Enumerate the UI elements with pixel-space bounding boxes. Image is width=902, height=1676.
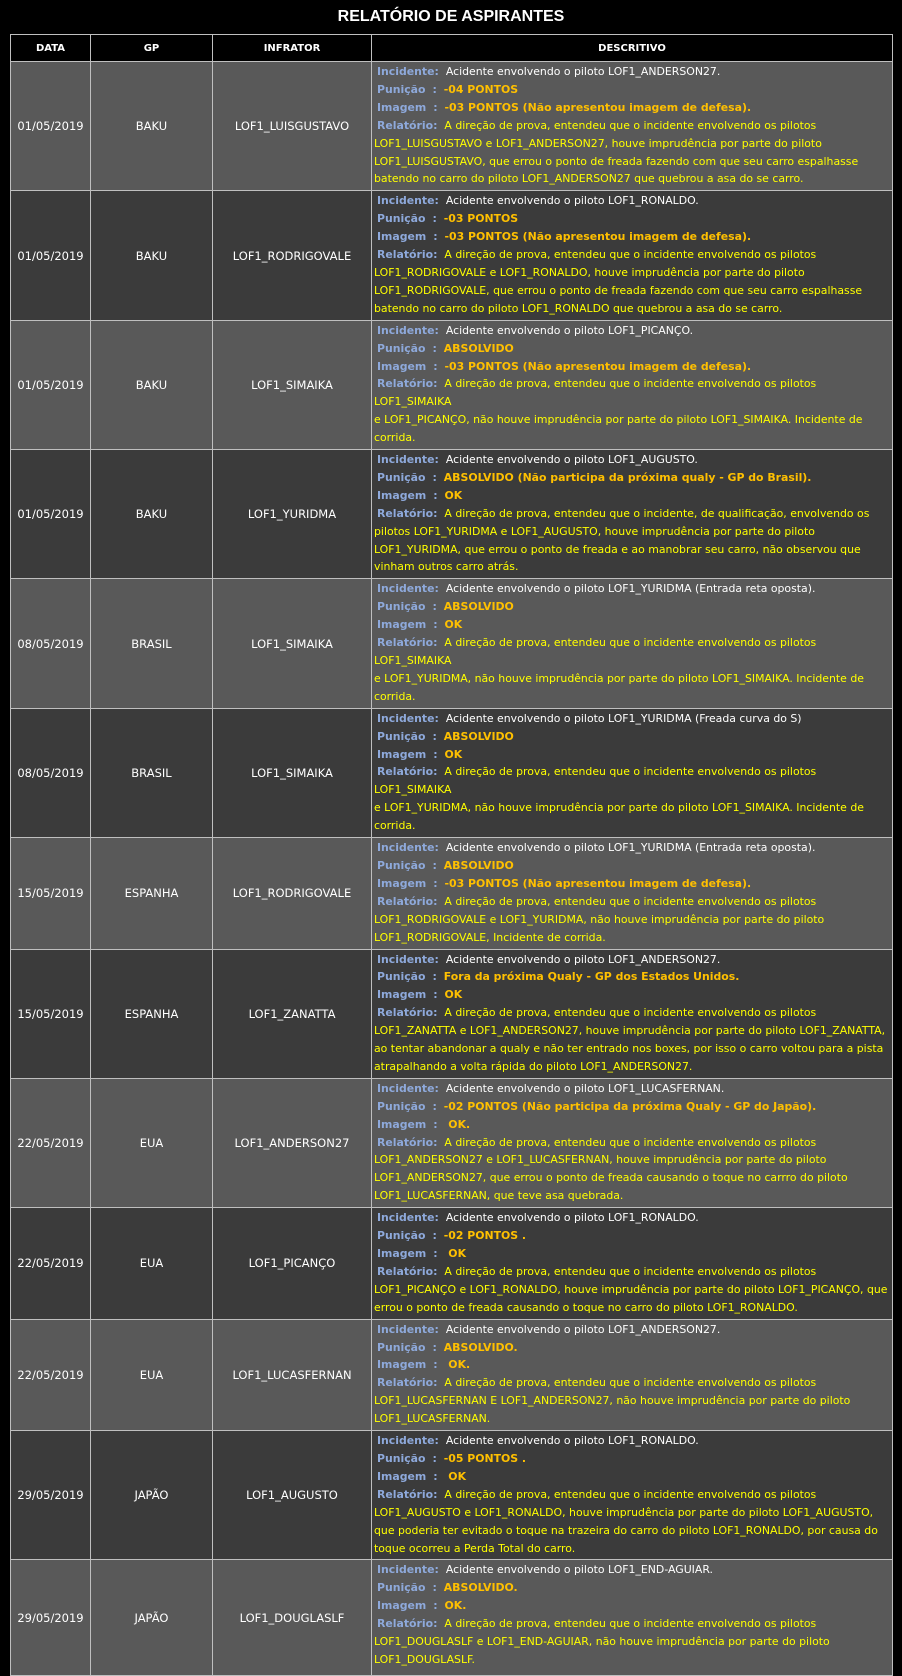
imagem-line bbox=[374, 1356, 890, 1374]
relatorio-text: A direção de prova, entendeu que o incidente, de qualificação, envolvendo os bbox=[444, 506, 870, 520]
cell-infrator: LOF1_RODRIGOVALE bbox=[213, 191, 372, 320]
imagem-label: Imagem bbox=[377, 1247, 427, 1260]
punicao-line bbox=[374, 968, 890, 986]
incidente-line bbox=[374, 63, 890, 81]
cell-descritivo bbox=[372, 949, 893, 1078]
cell-gp: EUA bbox=[91, 1208, 213, 1319]
relatorio-label: Relatório: bbox=[377, 1006, 438, 1020]
table-row bbox=[11, 191, 893, 320]
imagem-label: Imagem bbox=[377, 1599, 427, 1613]
cell-gp: BAKU bbox=[91, 320, 213, 449]
punicao-label: Punição bbox=[377, 729, 426, 743]
relatorio-line bbox=[374, 893, 890, 911]
incidente-text: Acidente envolvendo o piloto LOF1_ANDERSON27. bbox=[445, 1322, 721, 1336]
imagem-label: Imagem bbox=[377, 988, 427, 1002]
table-row bbox=[11, 708, 893, 837]
relatorio-continuation: atrapalhando a volta rápida do piloto LOF1_ANDERSON27. bbox=[374, 1059, 693, 1073]
punicao-line bbox=[374, 1098, 890, 1116]
incidente-label: Incidente: bbox=[377, 1322, 439, 1336]
table-row bbox=[11, 838, 893, 949]
table-header-row bbox=[11, 35, 893, 62]
relatorio-line bbox=[374, 117, 890, 135]
report-title: RELATÓRIO DE ASPIRANTES bbox=[337, 8, 565, 25]
column-header-data: DATA bbox=[11, 35, 91, 62]
imagem-line bbox=[374, 616, 890, 634]
imagem-colon: : bbox=[433, 1117, 438, 1131]
imagem-label: Imagem bbox=[377, 876, 427, 890]
cell-infrator: LOF1_AUGUSTO bbox=[213, 1431, 372, 1560]
cell-infrator: LOF1_SIMAIKA bbox=[213, 708, 372, 837]
relatorio-line bbox=[374, 246, 890, 264]
incidente-label: Incidente: bbox=[377, 582, 439, 596]
cell-descritivo bbox=[372, 708, 893, 837]
cell-descritivo bbox=[372, 191, 893, 320]
relatorio-continuation: vinham outros carro atrás. bbox=[374, 560, 519, 574]
table-row bbox=[11, 1208, 893, 1319]
punicao-line bbox=[374, 1339, 890, 1357]
incidente-text: Acidente envolvendo o piloto LOF1_RONALDO. bbox=[445, 1211, 699, 1225]
incidente-line bbox=[374, 1321, 890, 1339]
incidente-line bbox=[374, 192, 890, 210]
relatorio-continuation: batendo no carro do piloto LOF1_RONALDO que quebrou a asa do se carro. bbox=[374, 301, 783, 315]
relatorio-text: A direção de prova, entendeu que o incidente envolvendo os pilotos bbox=[444, 118, 817, 132]
punicao-label: Punição bbox=[377, 1581, 426, 1595]
punicao-colon: : bbox=[432, 341, 437, 355]
relatorio-continuation: LOF1_ANDERSON27 e LOF1_LUCASFERNAN, houve imprudência por parte do piloto bbox=[374, 1153, 827, 1167]
relatorio-continuation: LOF1_LUISGUSTAVO, que errou o ponto de freada fazendo com que seu carro espalhasse bbox=[374, 154, 859, 168]
relatorio-label: Relatório: bbox=[377, 1264, 438, 1278]
incidente-label: Incidente: bbox=[377, 453, 439, 467]
incidente-text: Acidente envolvendo o piloto LOF1_RONALDO. bbox=[445, 1434, 699, 1448]
cell-infrator: LOF1_PICANÇO bbox=[213, 1208, 372, 1319]
relatorio-text: A direção de prova, entendeu que o incidente envolvendo os pilotos bbox=[444, 1264, 817, 1278]
incidente-line bbox=[374, 951, 890, 969]
relatorio-line bbox=[374, 1004, 890, 1022]
incidente-line bbox=[374, 1432, 890, 1450]
incidente-label: Incidente: bbox=[377, 1434, 439, 1448]
relatorio-continuation: corrida. bbox=[374, 689, 416, 703]
table-row bbox=[11, 1078, 893, 1207]
relatorio-continuation: errou o ponto de freada causando o toque no carro do piloto LOF1_RONALDO. bbox=[374, 1300, 798, 1314]
cell-descritivo bbox=[372, 1078, 893, 1207]
incidente-text: Acidente envolvendo o piloto LOF1_YURIDMA (Entrada reta oposta). bbox=[445, 841, 816, 855]
incidente-text: Acidente envolvendo o piloto LOF1_PICANÇO. bbox=[445, 323, 694, 337]
incidente-label: Incidente: bbox=[377, 323, 439, 337]
punicao-label: Punição bbox=[377, 470, 426, 484]
incidente-label: Incidente: bbox=[377, 841, 439, 855]
relatorio-line bbox=[374, 634, 890, 670]
column-header-descritivo: DESCRITIVO bbox=[372, 35, 893, 62]
imagem-text: OK bbox=[444, 488, 463, 502]
relatorio-text: A direção de prova, entendeu que o incidente envolvendo os pilotos bbox=[444, 1617, 817, 1631]
relatorio-continuation: batendo no carro do piloto LOF1_ANDERSON27 que quebrou a asa do se carro. bbox=[374, 172, 804, 186]
relatorio-continuation: corrida. bbox=[374, 819, 416, 833]
relatorio-label: Relatório: bbox=[377, 377, 438, 391]
punicao-colon: : bbox=[432, 212, 437, 226]
punicao-line bbox=[374, 857, 890, 875]
cell-data: 01/05/2019 bbox=[11, 320, 91, 449]
incidente-text: Acidente envolvendo o piloto LOF1_YURIDMA (Entrada reta oposta). bbox=[445, 582, 816, 596]
imagem-label: Imagem bbox=[377, 1469, 427, 1483]
cell-gp: ESPANHA bbox=[91, 949, 213, 1078]
relatorio-text: A direção de prova, entendeu que o incidente envolvendo os pilotos LOF1_SIMAIKA bbox=[374, 765, 817, 797]
imagem-line bbox=[374, 986, 890, 1004]
relatorio-line bbox=[374, 1374, 890, 1392]
punicao-line bbox=[374, 1450, 890, 1468]
incidente-label: Incidente: bbox=[377, 65, 439, 78]
imagem-label: Imagem bbox=[377, 1117, 427, 1131]
imagem-text: -03 PONTOS (Não apresentou imagem de defesa). bbox=[444, 100, 752, 114]
imagem-line bbox=[374, 99, 890, 117]
imagem-colon: : bbox=[433, 618, 438, 632]
cell-descritivo bbox=[372, 1319, 893, 1430]
table-row bbox=[11, 62, 893, 191]
relatorio-text: A direção de prova, entendeu que o incidente envolvendo os pilotos LOF1_SIMAIKA bbox=[374, 377, 817, 409]
relatorio-text: A direção de prova, entendeu que o incidente envolvendo os pilotos LOF1_SIMAIKA bbox=[374, 636, 817, 667]
cell-data: 01/05/2019 bbox=[11, 450, 91, 579]
infractions-table bbox=[10, 34, 893, 1676]
table-row bbox=[11, 1560, 893, 1676]
cell-descritivo bbox=[372, 320, 893, 449]
cell-gp: BAKU bbox=[91, 62, 213, 191]
incidente-line bbox=[374, 1080, 890, 1098]
incidente-text: Acidente envolvendo o piloto LOF1_RONALDO. bbox=[445, 194, 699, 208]
punicao-text: -02 PONTOS (Não participa da próxima Qualy - GP do Japão). bbox=[443, 1099, 817, 1113]
imagem-text: OK bbox=[444, 988, 463, 1002]
cell-descritivo bbox=[372, 1208, 893, 1319]
imagem-text: OK. bbox=[444, 1599, 467, 1613]
relatorio-label: Relatório: bbox=[377, 1376, 438, 1390]
punicao-colon: : bbox=[432, 600, 437, 614]
column-header-infrator: INFRATOR bbox=[213, 35, 372, 62]
cell-data: 29/05/2019 bbox=[11, 1560, 91, 1676]
imagem-line bbox=[374, 746, 890, 764]
relatorio-continuation: LOF1_DOUGLASLF e LOF1_END-AGUIAR, não houve imprudência por parte do piloto bbox=[374, 1635, 830, 1649]
incidente-line bbox=[374, 710, 890, 728]
incidente-text: Acidente envolvendo o piloto LOF1_LUCASFERNAN. bbox=[445, 1081, 725, 1095]
imagem-line bbox=[374, 358, 890, 376]
cell-descritivo bbox=[372, 62, 893, 191]
punicao-text: ABSOLVIDO bbox=[443, 729, 514, 743]
imagem-label: Imagem bbox=[377, 747, 427, 761]
relatorio-continuation: e LOF1_YURIDMA, não houve imprudência por parte do piloto LOF1_SIMAIKA. Incidente de bbox=[374, 671, 864, 685]
incidente-line bbox=[374, 839, 890, 857]
punicao-label: Punição bbox=[377, 341, 426, 355]
cell-descritivo bbox=[372, 450, 893, 579]
cell-infrator: LOF1_LUCASFERNAN bbox=[213, 1319, 372, 1430]
relatorio-continuation: LOF1_AUGUSTO e LOF1_RONALDO, houve imprudência por parte do piloto LOF1_AUGUSTO, bbox=[374, 1505, 874, 1519]
cell-data: 08/05/2019 bbox=[11, 579, 91, 708]
cell-data: 22/05/2019 bbox=[11, 1208, 91, 1319]
punicao-colon: : bbox=[432, 82, 437, 96]
relatorio-label: Relatório: bbox=[377, 1135, 438, 1149]
imagem-colon: : bbox=[433, 230, 438, 244]
punicao-line bbox=[374, 340, 890, 358]
incidente-line bbox=[374, 322, 890, 340]
cell-infrator: LOF1_RODRIGOVALE bbox=[213, 838, 372, 949]
punicao-text: ABSOLVIDO (Não participa da próxima qualy - GP do Brasil). bbox=[443, 470, 812, 484]
imagem-text: OK. bbox=[444, 1117, 471, 1131]
punicao-text: -02 PONTOS . bbox=[443, 1229, 527, 1243]
incidente-line bbox=[374, 451, 890, 469]
incidente-line bbox=[374, 1209, 890, 1227]
table-row bbox=[11, 1319, 893, 1430]
relatorio-continuation: LOF1_LUCASFERNAN, que teve asa quebrada. bbox=[374, 1189, 624, 1203]
relatorio-line bbox=[374, 1486, 890, 1504]
imagem-text: OK bbox=[444, 747, 463, 761]
relatorio-label: Relatório: bbox=[377, 765, 438, 779]
relatorio-continuation: LOF1_RODRIGOVALE e LOF1_RONALDO, houve imprudência por parte do piloto bbox=[374, 265, 805, 279]
cell-descritivo bbox=[372, 1560, 893, 1676]
cell-descritivo bbox=[372, 579, 893, 708]
imagem-line bbox=[374, 1468, 890, 1486]
punicao-colon: : bbox=[432, 1099, 437, 1113]
column-header-gp: GP bbox=[91, 35, 213, 62]
cell-data: 29/05/2019 bbox=[11, 1431, 91, 1560]
punicao-text: ABSOLVIDO bbox=[443, 858, 514, 872]
relatorio-continuation: ao tentar abandonar a qualy e não ter entrado nos boxes, por isso o carro voltou para a pista bbox=[374, 1042, 884, 1056]
incidente-label: Incidente: bbox=[377, 1081, 439, 1095]
punicao-label: Punição bbox=[377, 1229, 426, 1243]
punicao-text: -05 PONTOS . bbox=[443, 1451, 527, 1465]
imagem-line bbox=[374, 875, 890, 893]
cell-data: 01/05/2019 bbox=[11, 191, 91, 320]
imagem-colon: : bbox=[433, 747, 438, 761]
imagem-label: Imagem bbox=[377, 230, 427, 244]
imagem-line bbox=[374, 1116, 890, 1134]
cell-gp: JAPÃO bbox=[91, 1431, 213, 1560]
imagem-text: -03 PONTOS (Não apresentou imagem de defesa). bbox=[444, 876, 752, 890]
table-row bbox=[11, 320, 893, 449]
punicao-colon: : bbox=[432, 1340, 437, 1354]
relatorio-continuation: LOF1_ANDERSON27, que errou o ponto de freada causando o toque no carrro do piloto bbox=[374, 1171, 848, 1185]
relatorio-line bbox=[374, 505, 890, 523]
cell-infrator: LOF1_ANDERSON27 bbox=[213, 1078, 372, 1207]
relatorio-text: A direção de prova, entendeu que o incidente envolvendo os pilotos bbox=[444, 1487, 817, 1501]
relatorio-label: Relatório: bbox=[377, 636, 438, 650]
imagem-colon: : bbox=[433, 488, 438, 502]
cell-data: 15/05/2019 bbox=[11, 949, 91, 1078]
imagem-text: -03 PONTOS (Não apresentou imagem de defesa). bbox=[444, 230, 752, 244]
punicao-label: Punição bbox=[377, 858, 426, 872]
incidente-label: Incidente: bbox=[377, 1211, 439, 1225]
imagem-line bbox=[374, 487, 890, 505]
punicao-line bbox=[374, 469, 890, 487]
cell-gp: EUA bbox=[91, 1078, 213, 1207]
imagem-line bbox=[374, 1245, 890, 1263]
cell-infrator: LOF1_LUISGUSTAVO bbox=[213, 62, 372, 191]
relatorio-text: A direção de prova, entendeu que o incidente envolvendo os pilotos bbox=[444, 1006, 817, 1020]
incidente-label: Incidente: bbox=[377, 711, 439, 725]
relatorio-continuation: LOF1_RODRIGOVALE, que errou o ponto de freada fazendo com que seu carro espalhasse bbox=[374, 283, 863, 297]
cell-infrator: LOF1_DOUGLASLF bbox=[213, 1560, 372, 1676]
cell-gp: BRASIL bbox=[91, 579, 213, 708]
punicao-text: ABSOLVIDO. bbox=[443, 1340, 518, 1354]
table-row bbox=[11, 450, 893, 579]
imagem-label: Imagem bbox=[377, 488, 427, 502]
imagem-colon: : bbox=[433, 100, 438, 114]
relatorio-label: Relatório: bbox=[377, 1487, 438, 1501]
cell-data: 15/05/2019 bbox=[11, 838, 91, 949]
imagem-colon: : bbox=[433, 1599, 438, 1613]
relatorio-label: Relatório: bbox=[377, 506, 438, 520]
relatorio-continuation: LOF1_PICANÇO e LOF1_RONALDO, houve imprudência por parte do piloto LOF1_PICANÇO, que bbox=[374, 1282, 888, 1296]
table-row bbox=[11, 579, 893, 708]
cell-descritivo bbox=[372, 1431, 893, 1560]
imagem-text: OK bbox=[444, 618, 463, 632]
table-row bbox=[11, 949, 893, 1078]
relatorio-continuation: LOF1_RODRIGOVALE, Incidente de corrida. bbox=[374, 930, 606, 944]
relatorio-continuation: LOF1_LUISGUSTAVO e LOF1_ANDERSON27, houve imprudência por parte do piloto bbox=[374, 136, 822, 150]
relatorio-line bbox=[374, 763, 890, 799]
relatorio-continuation: e LOF1_YURIDMA, não houve imprudência por parte do piloto LOF1_SIMAIKA. Incidente de bbox=[374, 801, 864, 815]
punicao-label: Punição bbox=[377, 970, 426, 984]
incidente-text: Acidente envolvendo o piloto LOF1_YURIDMA (Freada curva do S) bbox=[445, 711, 802, 725]
relatorio-continuation: LOF1_LUCASFERNAN. bbox=[374, 1412, 491, 1426]
table-body bbox=[11, 62, 893, 1676]
relatorio-continuation: corrida. bbox=[374, 431, 416, 445]
punicao-label: Punição bbox=[377, 212, 426, 226]
punicao-line bbox=[374, 81, 890, 99]
cell-infrator: LOF1_YURIDMA bbox=[213, 450, 372, 579]
imagem-colon: : bbox=[433, 1247, 438, 1260]
incidente-text: Acidente envolvendo o piloto LOF1_ANDERSON27. bbox=[445, 952, 721, 966]
imagem-line bbox=[374, 228, 890, 246]
imagem-colon: : bbox=[433, 876, 438, 890]
relatorio-continuation: toque ocorreu a Perda Total do carro. bbox=[374, 1541, 576, 1555]
cell-data: 22/05/2019 bbox=[11, 1319, 91, 1430]
imagem-colon: : bbox=[433, 359, 438, 373]
incidente-line bbox=[374, 580, 890, 598]
relatorio-continuation: pilotos LOF1_YURIDMA e LOF1_AUGUSTO, houve imprudência por parte do piloto bbox=[374, 524, 815, 538]
punicao-text: ABSOLVIDO bbox=[443, 600, 514, 614]
punicao-colon: : bbox=[432, 1581, 437, 1595]
relatorio-continuation: LOF1_LUCASFERNAN E LOF1_ANDERSON27, não houve imprudência por parte do piloto bbox=[374, 1394, 851, 1408]
punicao-label: Punição bbox=[377, 1099, 426, 1113]
punicao-line bbox=[374, 598, 890, 616]
cell-data: 01/05/2019 bbox=[11, 62, 91, 191]
incidente-line bbox=[374, 1561, 890, 1579]
punicao-line bbox=[374, 1227, 890, 1245]
incidente-label: Incidente: bbox=[377, 952, 439, 966]
relatorio-label: Relatório: bbox=[377, 248, 438, 262]
punicao-line bbox=[374, 728, 890, 746]
imagem-line bbox=[374, 1597, 890, 1615]
punicao-colon: : bbox=[432, 970, 437, 984]
imagem-label: Imagem bbox=[377, 359, 427, 373]
punicao-label: Punição bbox=[377, 82, 426, 96]
imagem-text: OK bbox=[444, 1247, 467, 1260]
cell-descritivo bbox=[372, 838, 893, 949]
imagem-text: -03 PONTOS (Não apresentou imagem de defesa). bbox=[444, 359, 752, 373]
incidente-label: Incidente: bbox=[377, 194, 439, 208]
imagem-text: OK. bbox=[444, 1358, 471, 1372]
relatorio-text: A direção de prova, entendeu que o incidente envolvendo os pilotos bbox=[444, 894, 817, 908]
relatorio-continuation: LOF1_RODRIGOVALE e LOF1_YURIDMA, não houve imprudência por parte do piloto bbox=[374, 912, 825, 926]
punicao-colon: : bbox=[432, 470, 437, 484]
punicao-text: -03 PONTOS bbox=[443, 212, 519, 226]
punicao-colon: : bbox=[432, 1451, 437, 1465]
cell-gp: ESPANHA bbox=[91, 838, 213, 949]
imagem-label: Imagem bbox=[377, 100, 427, 114]
relatorio-continuation: LOF1_DOUGLASLF. bbox=[374, 1652, 475, 1666]
incidente-text: Acidente envolvendo o piloto LOF1_END-AGUIAR. bbox=[445, 1563, 713, 1577]
relatorio-label: Relatório: bbox=[377, 118, 438, 132]
relatorio-text: A direção de prova, entendeu que o incidente envolvendo os pilotos bbox=[444, 1135, 817, 1149]
relatorio-continuation: que poderia ter evitado o toque na trazeira do carro do piloto LOF1_RONALDO, por causa do bbox=[374, 1523, 878, 1537]
relatorio-line bbox=[374, 375, 890, 411]
punicao-colon: : bbox=[432, 1229, 437, 1243]
cell-data: 08/05/2019 bbox=[11, 708, 91, 837]
imagem-label: Imagem bbox=[377, 618, 427, 632]
cell-gp: JAPÃO bbox=[91, 1560, 213, 1676]
imagem-colon: : bbox=[433, 1469, 438, 1483]
punicao-line bbox=[374, 1579, 890, 1597]
imagem-colon: : bbox=[433, 988, 438, 1002]
punicao-text: Fora da próxima Qualy - GP dos Estados Unidos. bbox=[443, 970, 740, 984]
cell-infrator: LOF1_ZANATTA bbox=[213, 949, 372, 1078]
punicao-text: ABSOLVIDO bbox=[443, 341, 514, 355]
punicao-colon: : bbox=[432, 729, 437, 743]
punicao-label: Punição bbox=[377, 1340, 426, 1354]
relatorio-line bbox=[374, 1615, 890, 1633]
relatorio-label: Relatório: bbox=[377, 894, 438, 908]
punicao-colon: : bbox=[432, 858, 437, 872]
incidente-text: Acidente envolvendo o piloto LOF1_AUGUSTO. bbox=[445, 453, 698, 467]
imagem-label: Imagem bbox=[377, 1358, 427, 1372]
imagem-colon: : bbox=[433, 1358, 438, 1372]
punicao-label: Punição bbox=[377, 1451, 426, 1465]
relatorio-text: A direção de prova, entendeu que o incidente envolvendo os pilotos bbox=[444, 1376, 817, 1390]
cell-gp: BAKU bbox=[91, 191, 213, 320]
relatorio-label: Relatório: bbox=[377, 1617, 438, 1631]
cell-data: 22/05/2019 bbox=[11, 1078, 91, 1207]
relatorio-text: A direção de prova, entendeu que o incidente envolvendo os pilotos bbox=[444, 248, 817, 262]
cell-gp: BRASIL bbox=[91, 708, 213, 837]
relatorio-continuation: LOF1_YURIDMA, que errou o ponto de freada e ao manobrar seu carro, não observou que bbox=[374, 542, 861, 556]
cell-gp: EUA bbox=[91, 1319, 213, 1430]
imagem-text: OK bbox=[444, 1469, 467, 1483]
cell-infrator: LOF1_SIMAIKA bbox=[213, 579, 372, 708]
punicao-text: -04 PONTOS bbox=[443, 82, 519, 96]
relatorio-line bbox=[374, 1263, 890, 1281]
punicao-label: Punição bbox=[377, 600, 426, 614]
cell-gp: BAKU bbox=[91, 450, 213, 579]
relatorio-continuation: LOF1_ZANATTA e LOF1_ANDERSON27, houve imprudência por parte do piloto LOF1_ZANATTA, bbox=[374, 1024, 886, 1038]
incidente-text: Acidente envolvendo o piloto LOF1_ANDERSON27. bbox=[445, 65, 721, 78]
cell-infrator: LOF1_SIMAIKA bbox=[213, 320, 372, 449]
incidente-label: Incidente: bbox=[377, 1563, 439, 1577]
table-row bbox=[11, 1431, 893, 1560]
punicao-text: ABSOLVIDO. bbox=[443, 1581, 518, 1595]
relatorio-line bbox=[374, 1134, 890, 1152]
punicao-line bbox=[374, 210, 890, 228]
relatorio-continuation: e LOF1_PICANÇO, não houve imprudência por parte do piloto LOF1_SIMAIKA. Incidente de bbox=[374, 413, 863, 427]
